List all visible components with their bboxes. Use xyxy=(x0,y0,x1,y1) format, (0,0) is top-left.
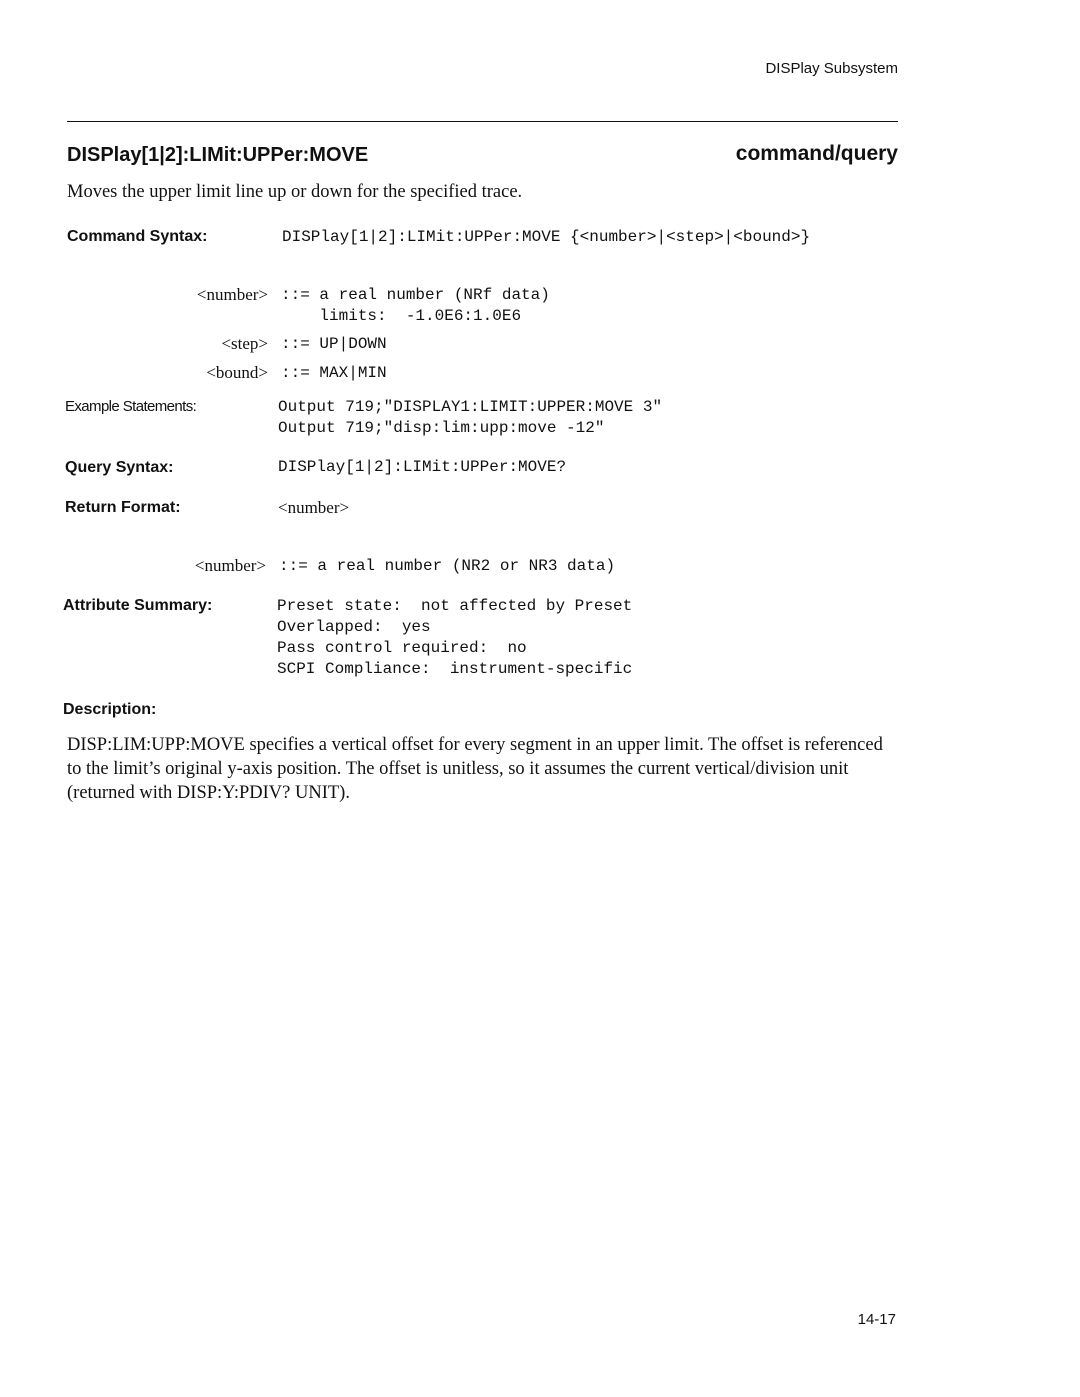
command-type: command/query xyxy=(735,142,898,165)
attribute-summary-label: Attribute Summary: xyxy=(63,597,213,614)
page-number: 14-17 xyxy=(857,1311,896,1328)
definition-term-step: <step> xyxy=(221,334,268,353)
header-rule xyxy=(67,121,898,122)
attribute-line: Overlapped: yes xyxy=(277,618,431,636)
query-syntax-value: DISPlay[1|2]:LIMit:UPPer:MOVE? xyxy=(278,458,567,476)
definition-term-bound: <bound> xyxy=(206,363,268,382)
command-summary: Moves the upper limit line up or down for the specified trace. xyxy=(67,182,523,202)
definition-line: ::= UP|DOWN xyxy=(281,335,387,353)
definition-term-number: <number> xyxy=(196,285,268,304)
return-format-value: <number> xyxy=(278,498,350,517)
return-definition-text: ::= a real number (NR2 or NR3 data) xyxy=(279,557,616,575)
example-statements-label: Example Statements: xyxy=(65,398,197,415)
attribute-line: Pass control required: no xyxy=(277,639,527,657)
return-format-label: Return Format: xyxy=(65,499,181,516)
example-statement: Output 719;"DISPLAY1:LIMIT:UPPER:MOVE 3" xyxy=(278,398,663,416)
definition-line: limits: -1.0E6:1.0E6 xyxy=(281,307,522,325)
query-syntax-label: Query Syntax: xyxy=(65,459,174,476)
attribute-line: SCPI Compliance: instrument-specific xyxy=(277,660,633,678)
command-syntax-value: DISPlay[1|2]:LIMit:UPPer:MOVE {<number>|<step>|<bound>} xyxy=(282,228,811,246)
command-syntax-label: Command Syntax: xyxy=(67,228,208,245)
attribute-line: Preset state: not affected by Preset xyxy=(277,597,633,615)
return-definition-term: <number> xyxy=(194,556,266,575)
description-label: Description: xyxy=(63,701,157,718)
running-header: DISPlay Subsystem xyxy=(765,60,898,77)
example-statement: Output 719;"disp:lim:upp:move -12" xyxy=(278,419,605,437)
definition-line: ::= MAX|MIN xyxy=(281,364,387,382)
command-title: DISPlay[1|2]:LIMit:UPPer:MOVE xyxy=(67,144,369,166)
description-body: DISP:LIM:UPP:MOVE specifies a vertical offset for every segment in an upper limit. The offset is referenced to the limit’s original y-axis position. The offset is unitless, so it assumes the current vertical/division unit (returned with DISP:Y:PDIV? UNIT). xyxy=(67,735,883,803)
definition-line: ::= a real number (NRf data) xyxy=(281,286,550,304)
